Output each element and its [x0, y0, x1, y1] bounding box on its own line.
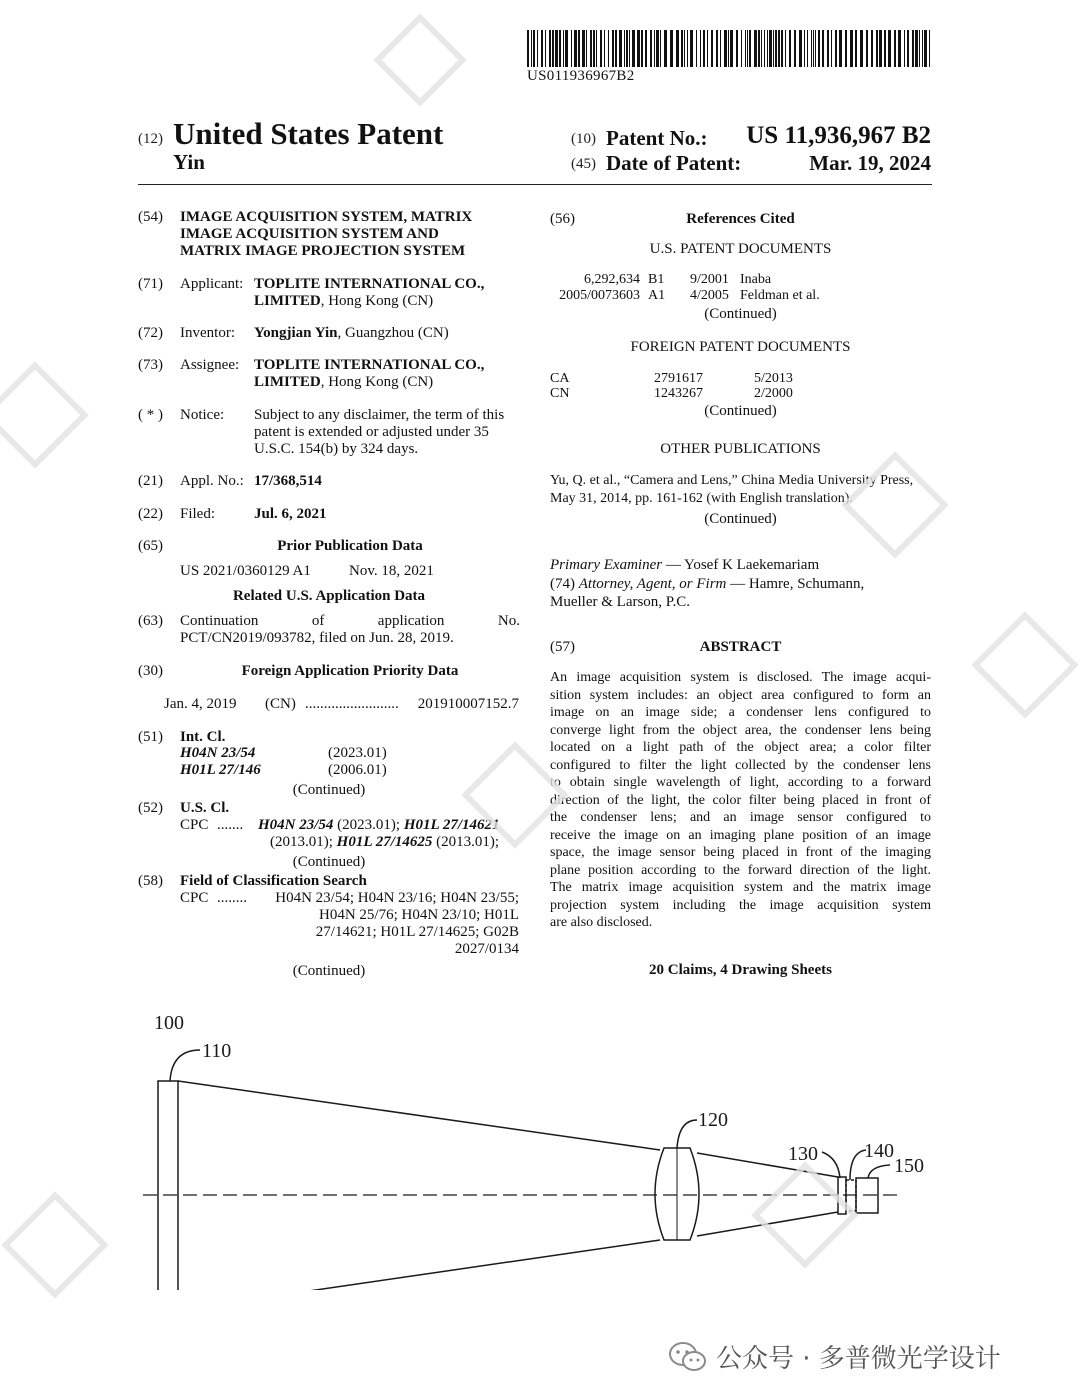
foreign-priority-heading: Foreign Application Priority Data: [241, 663, 459, 679]
abstract-line: configured to filter the light collected by the condenser lens: [550, 757, 931, 773]
code-12: (12): [138, 131, 163, 147]
code-74: (74): [550, 576, 575, 592]
us-doc-name: Inaba: [740, 272, 772, 287]
priority-country: (CN): [265, 696, 296, 712]
us-cl-class: H01L 27/14625: [336, 834, 433, 850]
applicant-name-2: LIMITED: [254, 293, 321, 309]
us-doc-kind: B1: [648, 272, 665, 287]
code-63: (63): [138, 613, 163, 629]
abstract-line: projection system including the image acquisition system: [550, 897, 931, 913]
us-cl-continued: (Continued): [292, 854, 366, 870]
abstract-line: space, the image sensor being placed in front of the imaging: [550, 845, 931, 860]
code-57: (57): [550, 639, 575, 655]
abstract-line: receive the image on an imaging plane position of an image: [550, 827, 931, 843]
claims-count: 20 Claims, 4 Drawing Sheets: [649, 962, 832, 978]
code-30: (30): [138, 663, 163, 679]
patent-title: United States Patent: [173, 116, 444, 151]
title-line: MATRIX IMAGE PROJECTION SYSTEM: [180, 243, 466, 259]
priority-number: 201910007152.7: [417, 696, 519, 712]
foreign-doc-date: 2/2000: [754, 386, 793, 401]
code-54: (54): [138, 209, 163, 225]
us-cl-version: (2013.01);: [270, 834, 337, 850]
notice-line: U.S.C. 154(b) by 324 days.: [254, 441, 419, 457]
code-58: (58): [138, 873, 163, 889]
priority-dots: .........................: [305, 696, 399, 712]
field-search-label: Field of Classification Search: [180, 873, 367, 889]
abstract-line: direction of the light, the color filter being placed in front of: [550, 792, 931, 808]
int-cl-class: H04N 23/54: [180, 745, 256, 761]
title-line: IMAGE ACQUISITION SYSTEM AND: [180, 226, 439, 242]
us-doc-number: 2005/0073603: [559, 288, 640, 303]
barcode-number: US011936967B2: [527, 68, 635, 84]
code-51: (51): [138, 729, 163, 745]
abstract-line: sition system includes: an object area configured to form an: [550, 687, 931, 703]
notice-line: Subject to any disclaimer, the term of this: [254, 407, 505, 423]
prior-publication-date: Nov. 18, 2021: [349, 563, 434, 579]
label-140: 140: [864, 1140, 894, 1162]
examiner-name: — Yosef K Laekemariam: [662, 557, 820, 573]
label-130: 130: [788, 1143, 818, 1165]
code-52: (52): [138, 800, 163, 816]
code-73: (73): [138, 357, 163, 373]
examiner-label: Primary Examiner: [550, 557, 663, 573]
wechat-account-name: 公众号 · 多普微光学设计: [716, 1344, 1001, 1374]
field-search-line: 27/14621; H01L 27/14625; G02B: [315, 924, 519, 940]
label-100: 100: [154, 1012, 184, 1034]
foreign-doc-country: CN: [550, 386, 570, 401]
us-patent-documents-heading: U.S. PATENT DOCUMENTS: [649, 241, 832, 257]
watermark-logo-icon: [976, 616, 1075, 715]
prior-publication-heading: Prior Publication Data: [277, 538, 423, 554]
us-cl-dots: .......: [217, 817, 244, 833]
code-71: (71): [138, 276, 163, 292]
watermark-logo-icon: [846, 456, 945, 555]
assignee-name-2: LIMITED: [254, 374, 321, 390]
priority-date: Jan. 4, 2019: [164, 696, 237, 712]
continuation-word: No.: [497, 613, 520, 629]
watermark-logo-icon: [6, 1196, 105, 1295]
foreign-docs-continued: (Continued): [704, 403, 777, 419]
us-cl-class: H04N 23/54: [258, 817, 334, 833]
code-22: (22): [138, 506, 163, 522]
applicant-name: TOPLITE INTERNATIONAL CO.,: [254, 276, 485, 292]
continuation-word: application: [377, 613, 445, 629]
us-doc-date: 9/2001: [690, 272, 729, 287]
field-search-line: H04N 25/76; H04N 23/10; H01L: [319, 907, 519, 923]
patent-number: US 11,936,967 B2: [746, 122, 931, 149]
abstract-line: to obtain single wavelength of light, according to a forward: [550, 775, 931, 790]
appl-no-label: Appl. No.:: [180, 473, 244, 489]
us-cl-version: (2013.01);: [432, 834, 500, 850]
abstract-line: An image acquisition system is disclosed. The image acqui-: [550, 670, 931, 685]
us-doc-name: Feldman et al.: [740, 288, 820, 303]
code-21: (21): [138, 473, 163, 489]
applicant-label: Applicant:: [180, 276, 244, 292]
watermark-logo-icon: [0, 366, 84, 465]
foreign-doc-number: 2791617: [654, 371, 703, 386]
wechat-icon: [668, 1341, 708, 1373]
label-120: 120: [698, 1109, 728, 1131]
abstract-line: The matrix image acquisition system and the matrix image: [550, 880, 931, 895]
inventor-label: Inventor:: [180, 325, 235, 341]
int-cl-version: (2023.01): [328, 745, 387, 761]
continuation-line: PCT/CN2019/093782, filed on Jun. 28, 2019.: [180, 630, 454, 646]
attorney-label: Attorney, Agent, or Firm: [578, 576, 727, 592]
label-150: 150: [894, 1155, 924, 1177]
int-cl-label: Int. Cl.: [180, 729, 226, 745]
inventor-surname: Yin: [173, 150, 205, 174]
other-publication-line: Yu, Q. et al., “Camera and Lens,” China Media University Press,: [550, 473, 914, 488]
code-10: (10): [571, 131, 596, 147]
title-line: IMAGE ACQUISITION SYSTEM, MATRIX: [180, 209, 473, 225]
attorney-name: — Hamre, Schumann,: [726, 576, 865, 592]
field-search-line: H04N 23/54; H04N 23/16; H04N 23/55;: [275, 890, 519, 906]
foreign-doc-number: 1243267: [654, 386, 703, 401]
watermark-logo-icon: [756, 1166, 855, 1265]
int-cl-continued: (Continued): [292, 782, 366, 798]
abstract-line: are also disclosed.: [550, 915, 653, 930]
us-doc-kind: A1: [648, 288, 666, 303]
code-45: (45): [571, 156, 596, 172]
inventor-name: Yongjian Yin: [254, 325, 338, 341]
field-search-cpc: CPC: [180, 890, 209, 906]
field-search-line: 2027/0134: [454, 941, 519, 957]
code-65: (65): [138, 538, 163, 554]
patent-no-label: Patent No.:: [606, 126, 708, 150]
label-110: 110: [202, 1040, 232, 1062]
assignee-name: TOPLITE INTERNATIONAL CO.,: [254, 357, 485, 373]
related-application-heading: Related U.S. Application Data: [232, 588, 426, 604]
abstract-heading: ABSTRACT: [699, 639, 782, 655]
prior-publication-number: US 2021/0360129 A1: [180, 563, 311, 579]
abstract-line: located on a light path of the object area; a color filter: [550, 740, 931, 755]
notice-line: patent is extended or adjusted under 35: [254, 424, 489, 440]
abstract-line: converge light from the object area, the condenser lens being: [550, 722, 931, 738]
us-doc-number: 6,292,634: [584, 272, 640, 287]
other-publication-line: May 31, 2014, pp. 161-162 (with English translation).: [550, 490, 853, 506]
field-search-dots: ........: [217, 890, 247, 906]
field-search-continued: (Continued): [292, 963, 366, 979]
abstract-line: the condenser lens; and an image sensor configured to: [550, 810, 931, 825]
watermark-logo-icon: [378, 18, 463, 103]
notice-label: Notice:: [180, 407, 225, 423]
continuation-word: Continuation: [180, 613, 259, 629]
assignee-label: Assignee:: [180, 357, 240, 373]
date-of-patent: Mar. 19, 2024: [809, 151, 931, 175]
us-cl-cpc: CPC: [180, 817, 209, 833]
filed-date: Jul. 6, 2021: [254, 506, 327, 522]
int-cl-version: (2006.01): [328, 762, 387, 778]
applicant-location: , Hong Kong (CN): [320, 293, 434, 309]
foreign-doc-date: 5/2013: [754, 371, 793, 386]
foreign-patent-documents-heading: FOREIGN PATENT DOCUMENTS: [630, 339, 851, 355]
us-cl-version: (2023.01);: [333, 817, 404, 833]
other-publications-continued: (Continued): [704, 511, 777, 527]
foreign-doc-country: CA: [550, 371, 570, 386]
filed-label: Filed:: [180, 506, 216, 522]
attorney-line-2: Mueller & Larson, P.C.: [550, 594, 690, 610]
abstract-line: plane position according to the forward direction of the light.: [550, 862, 931, 878]
assignee-location: , Hong Kong (CN): [320, 374, 434, 390]
code-56: (56): [550, 211, 575, 227]
appl-no: 17/368,514: [254, 473, 322, 489]
references-heading: References Cited: [686, 211, 795, 227]
code-72: (72): [138, 325, 163, 341]
continuation-word: of: [311, 613, 325, 629]
us-docs-continued: (Continued): [704, 306, 777, 322]
inventor-location: , Guangzhou (CN): [337, 325, 449, 341]
code-notice: ( * ): [138, 407, 163, 423]
abstract-line: image on an image side; a condenser lens configured to: [550, 705, 931, 720]
watermark-logo-icon: [466, 746, 565, 845]
us-cl-class: H01L 27/14621: [403, 817, 500, 833]
wechat-tag: [668, 1338, 1001, 1375]
int-cl-class: H01L 27/146: [180, 762, 261, 778]
us-doc-date: 4/2005: [690, 288, 729, 303]
date-of-patent-label: Date of Patent:: [606, 151, 742, 175]
other-publications-heading: OTHER PUBLICATIONS: [660, 441, 821, 457]
us-cl-label: U.S. Cl.: [180, 800, 230, 816]
